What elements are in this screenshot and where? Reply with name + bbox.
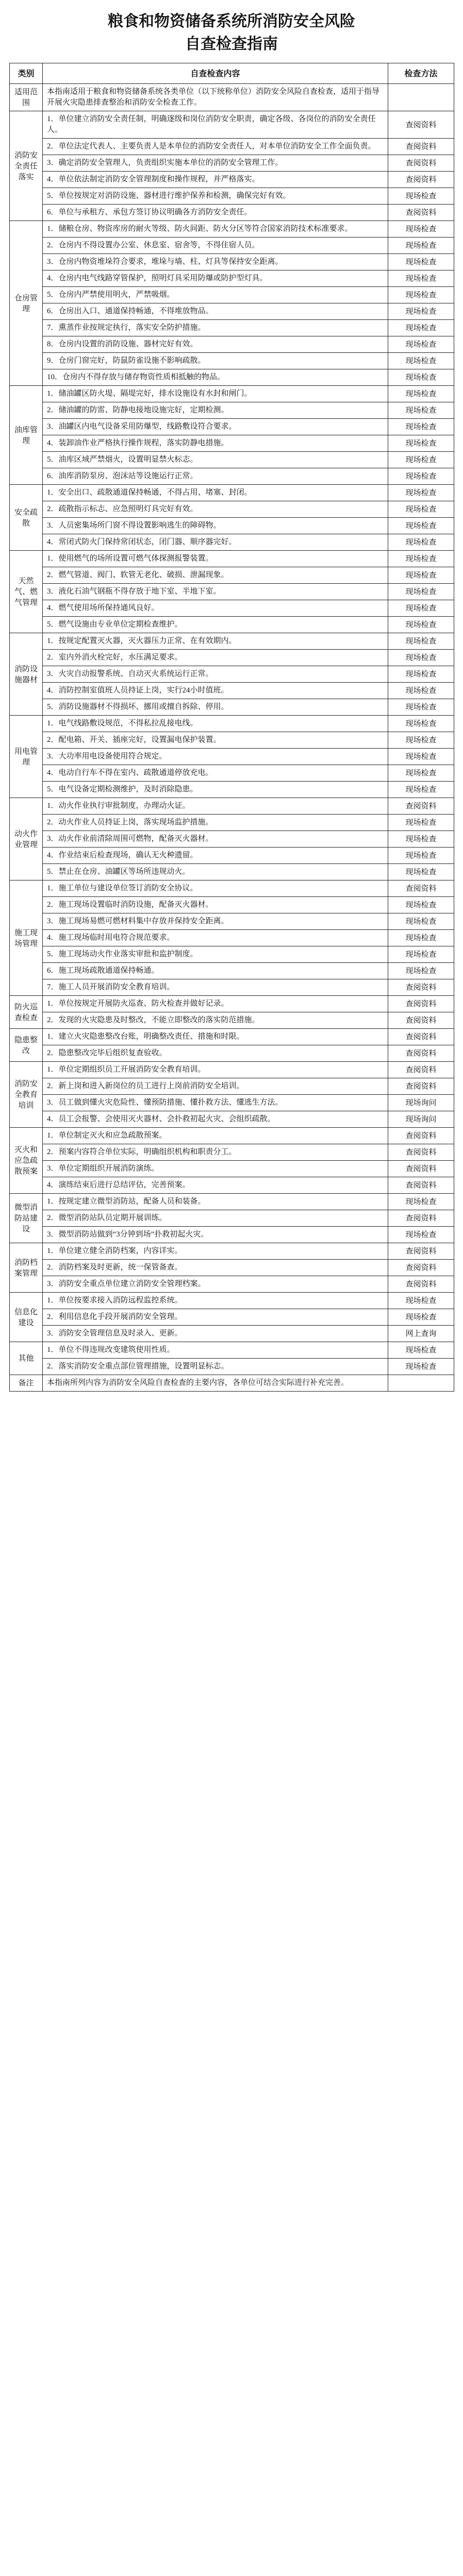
check-method-cell: 查阅资料 xyxy=(388,1260,454,1276)
check-item-cell: 4．作业结束后检查现场，确认无火种遗留。 xyxy=(43,848,388,864)
check-item-cell: 5．电气设备定期检测维护，及时消除隐患。 xyxy=(43,782,388,798)
check-item-cell: 3．单位定期组织开展消防演练。 xyxy=(43,1161,388,1177)
check-item-cell: 3．仓房内物资堆垛符合要求，堆垛与墙、柱、灯具等保持安全距离。 xyxy=(43,254,388,270)
table-row xyxy=(10,254,454,270)
check-method-cell: 查阅资料 xyxy=(388,155,454,172)
category-cell: 隐患整改 xyxy=(10,1029,43,1062)
check-item-cell: 2．单位法定代表人、主要负责人是本单位的消防安全责任人，对本单位消防安全工作全面负责。 xyxy=(43,139,388,155)
check-item-cell: 3．员工做到懂火灾危险性、懂预防措施、懂扑救方法、懂逃生方法。 xyxy=(43,1095,388,1111)
check-method-cell: 现场检查 xyxy=(388,468,454,485)
table-row xyxy=(10,452,454,468)
check-method-cell: 现场检查 xyxy=(388,831,454,848)
check-method-cell: 现场检查 xyxy=(388,1194,454,1210)
table-row xyxy=(10,880,454,897)
check-method-cell: 现场检查 xyxy=(388,353,454,369)
check-item-cell: 1．按规定建立微型消防站，配备人员和装备。 xyxy=(43,1194,388,1210)
table-row xyxy=(10,1260,454,1276)
table-row xyxy=(10,765,454,782)
check-method-cell: 现场检查 xyxy=(388,716,454,732)
table-row xyxy=(10,1375,454,1392)
table-row xyxy=(10,419,454,435)
check-method-cell: 现场检查 xyxy=(388,534,454,551)
check-method-cell: 查阅资料 xyxy=(388,996,454,1012)
table-row xyxy=(10,485,454,501)
category-cell: 天然气、燃气管理 xyxy=(10,551,43,633)
table-row xyxy=(10,1161,454,1177)
table-row xyxy=(10,221,454,238)
table-row xyxy=(10,913,454,930)
check-item-cell: 3．油罐区内电气设备采用防爆型，线路敷设符合要求。 xyxy=(43,419,388,435)
table-row xyxy=(10,1177,454,1194)
check-item-cell: 1．单位制定灭火和应急疏散预案。 xyxy=(43,1128,388,1144)
table-row xyxy=(10,996,454,1012)
table-row xyxy=(10,435,454,452)
check-method-cell: 现场检查 xyxy=(388,913,454,930)
check-item-cell: 4．施工现场临时用电符合规范要求。 xyxy=(43,930,388,946)
check-method-cell: 现场检查 xyxy=(388,1227,454,1243)
check-method-cell xyxy=(388,84,454,111)
category-cell: 备注 xyxy=(10,1375,43,1392)
table-row xyxy=(10,1309,454,1326)
check-method-cell: 现场检查 xyxy=(388,963,454,979)
check-method-cell: 现场检查 xyxy=(388,287,454,303)
check-item-cell: 4．常闭式防火门保持常闭状态，闭门器、顺序器完好。 xyxy=(43,534,388,551)
header-method: 检查方法 xyxy=(388,63,454,84)
check-method-cell: 现场检查 xyxy=(388,600,454,617)
table-row xyxy=(10,732,454,749)
check-method-cell: 现场检查 xyxy=(388,1342,454,1359)
table-row xyxy=(10,633,454,650)
category-cell: 动火作业管理 xyxy=(10,798,43,880)
table-row xyxy=(10,551,454,567)
check-item-cell: 4．燃气使用场所保持通风良好。 xyxy=(43,600,388,617)
check-method-cell: 现场检查 xyxy=(388,452,454,468)
category-cell: 施工现场管理 xyxy=(10,880,43,996)
table-row xyxy=(10,798,454,815)
check-item-cell: 2．室内外消火栓完好，水压满足要求。 xyxy=(43,650,388,666)
check-method-cell: 现场检查 xyxy=(388,336,454,353)
check-item-cell: 3．人员密集场所门窗不得设置影响逃生的障碍物。 xyxy=(43,518,388,534)
check-item-cell: 2．消防档案及时更新，统一保管备查。 xyxy=(43,1260,388,1276)
table-row xyxy=(10,716,454,732)
table-row xyxy=(10,287,454,303)
check-item-cell: 1．单位不得违规改变建筑使用性质。 xyxy=(43,1342,388,1359)
check-method-cell: 现场检查 xyxy=(388,254,454,270)
check-item-cell: 10．仓房内不得存放与储存物资性质相抵触的物品。 xyxy=(43,369,388,386)
check-item-cell: 2．燃气管道、阀门、软管无老化、破损、泄漏现象。 xyxy=(43,567,388,584)
check-method-cell: 现场检查 xyxy=(388,699,454,716)
table-body xyxy=(10,84,454,1392)
table-row xyxy=(10,749,454,765)
category-cell: 微型消防站建设 xyxy=(10,1194,43,1243)
check-method-cell xyxy=(388,1375,454,1392)
check-method-cell: 现场检查 xyxy=(388,303,454,320)
check-method-cell: 查阅资料 xyxy=(388,1078,454,1095)
check-method-cell: 现场检查 xyxy=(388,633,454,650)
check-item-cell: 4．装卸油作业严格执行操作规程，落实防静电措施。 xyxy=(43,435,388,452)
check-method-cell: 查阅资料 xyxy=(388,880,454,897)
title-line-1: 粮食和物资储备系统所消防安全风险 xyxy=(108,12,355,30)
table-row xyxy=(10,930,454,946)
table-row xyxy=(10,650,454,666)
table-row xyxy=(10,205,454,221)
table-row xyxy=(10,369,454,386)
check-method-cell: 现场检查 xyxy=(388,551,454,567)
table-row xyxy=(10,534,454,551)
check-item-cell: 5．燃气设施由专业单位定期检查维护。 xyxy=(43,617,388,633)
table-row xyxy=(10,1029,454,1045)
check-method-cell: 现场检查 xyxy=(388,402,454,419)
check-method-cell: 查阅资料 xyxy=(388,1177,454,1194)
category-cell: 消防设施器材 xyxy=(10,633,43,716)
check-item-cell: 2．新上岗和进入新岗位的员工进行上岗前消防安全培训。 xyxy=(43,1078,388,1095)
table-row xyxy=(10,831,454,848)
check-method-cell: 查阅资料 xyxy=(388,139,454,155)
table-row xyxy=(10,518,454,534)
check-item-cell: 2．动火作业人员持证上岗，落实现场监护措施。 xyxy=(43,815,388,831)
check-method-cell: 现场检查 xyxy=(388,188,454,205)
table-row xyxy=(10,897,454,913)
check-method-cell: 查阅资料 xyxy=(388,111,454,139)
check-item-cell: 2．隐患整改完毕后组织复查验收。 xyxy=(43,1045,388,1062)
check-method-cell: 现场检查 xyxy=(388,501,454,518)
table-row xyxy=(10,1243,454,1260)
check-item-cell: 5．消防设施器材不得损坏、挪用或擅自拆除、停用。 xyxy=(43,699,388,716)
table-row xyxy=(10,468,454,485)
table-row xyxy=(10,864,454,880)
category-cell: 信息化建设 xyxy=(10,1293,43,1342)
header-content: 自查检查内容 xyxy=(43,63,388,84)
check-item-cell: 1．单位按规定开展防火巡查、防火检查并做好记录。 xyxy=(43,996,388,1012)
check-item-cell: 3．液化石油气钢瓶不得存放于地下室、半地下室。 xyxy=(43,584,388,600)
table-row xyxy=(10,617,454,633)
check-item-cell: 2．仓房内不得设置办公室、休息室、宿舍等，不得住宿人员。 xyxy=(43,238,388,254)
table-row xyxy=(10,600,454,617)
check-method-cell: 现场检查 xyxy=(388,946,454,963)
check-item-cell: 1．安全出口、疏散通道保持畅通，不得占用、堵塞、封闭。 xyxy=(43,485,388,501)
category-cell: 灭火和应急疏散预案 xyxy=(10,1128,43,1194)
check-method-cell: 查阅资料 xyxy=(388,1144,454,1161)
category-cell: 适用范围 xyxy=(10,84,43,111)
table-row xyxy=(10,1128,454,1144)
table-row xyxy=(10,386,454,402)
table-row xyxy=(10,567,454,584)
category-cell: 油库管理 xyxy=(10,386,43,485)
check-item-cell: 1．储粮仓房、物资库房的耐火等级、防火间距、防火分区等符合国家消防技术标准要求。 xyxy=(43,221,388,238)
check-item-cell: 本指南所列内容为消防安全风险自查检查的主要内容，各单位可结合实际进行补充完善。 xyxy=(43,1375,388,1392)
check-item-cell: 3．动火作业前清除周围可燃物，配备灭火器材。 xyxy=(43,831,388,848)
table-row xyxy=(10,963,454,979)
check-method-cell: 现场检查 xyxy=(388,815,454,831)
check-item-cell: 1．动火作业执行审批制度，办理动火证。 xyxy=(43,798,388,815)
table-row xyxy=(10,1293,454,1309)
check-method-cell: 现场检查 xyxy=(388,270,454,287)
category-cell: 用电管理 xyxy=(10,716,43,798)
check-item-cell: 4．单位依法制定消防安全管理制度和操作规程，并严格落实。 xyxy=(43,172,388,188)
table-row xyxy=(10,1326,454,1342)
check-method-cell: 现场检查 xyxy=(388,1359,454,1375)
check-method-cell: 查阅资料 xyxy=(388,798,454,815)
check-item-cell: 4．消防控制室值班人员持证上岗，实行24小时值班。 xyxy=(43,683,388,699)
check-method-cell: 现场检查 xyxy=(388,897,454,913)
table-row xyxy=(10,699,454,716)
check-item-cell: 3．火灾自动报警系统、自动灭火系统运行正常。 xyxy=(43,666,388,683)
check-method-cell: 现场检查 xyxy=(388,221,454,238)
table-row xyxy=(10,683,454,699)
category-cell: 消防安全教育培训 xyxy=(10,1062,43,1128)
check-item-cell: 2．发现的火灾隐患及时整改，不能立即整改的落实防范措施。 xyxy=(43,1012,388,1029)
table-row xyxy=(10,1062,454,1078)
check-method-cell: 查阅资料 xyxy=(388,1276,454,1293)
table-row xyxy=(10,979,454,996)
check-item-cell: 1．施工单位与建设单位签订消防安全协议。 xyxy=(43,880,388,897)
header-category: 类别 xyxy=(10,63,43,84)
table-row xyxy=(10,501,454,518)
check-method-cell: 查阅资料 xyxy=(388,172,454,188)
check-method-cell: 查阅资料 xyxy=(388,1243,454,1260)
check-method-cell: 查阅资料 xyxy=(388,205,454,221)
check-method-cell: 现场询问 xyxy=(388,1095,454,1111)
check-method-cell: 查阅资料 xyxy=(388,1012,454,1029)
check-method-cell: 现场检查 xyxy=(388,320,454,336)
table-row xyxy=(10,815,454,831)
check-item-cell: 1．使用燃气的场所设置可燃气体探测报警装置。 xyxy=(43,551,388,567)
check-item-cell: 2．预案内容符合单位实际，明确组织机构和职责分工。 xyxy=(43,1144,388,1161)
check-item-cell: 6．仓房出入口、通道保持畅通，不得堆放物品。 xyxy=(43,303,388,320)
check-method-cell: 现场询问 xyxy=(388,1111,454,1128)
check-method-cell: 查阅资料 xyxy=(388,1128,454,1144)
table-row xyxy=(10,336,454,353)
check-item-cell: 3．消防安全重点单位建立消防安全管理档案。 xyxy=(43,1276,388,1293)
check-method-cell: 查阅资料 xyxy=(388,979,454,996)
check-item-cell: 7．熏蒸作业按规定执行，落实安全防护措施。 xyxy=(43,320,388,336)
check-item-cell: 3．大功率用电设备使用符合规定。 xyxy=(43,749,388,765)
check-method-cell: 查阅资料 xyxy=(388,1029,454,1045)
check-item-cell: 6．单位与承租方、承包方签订协议明确各方消防安全责任。 xyxy=(43,205,388,221)
table-row xyxy=(10,238,454,254)
table-row xyxy=(10,353,454,369)
table-row xyxy=(10,172,454,188)
check-method-cell: 现场检查 xyxy=(388,485,454,501)
table-row xyxy=(10,270,454,287)
check-item-cell: 4．演练结束后进行总结评估，完善预案。 xyxy=(43,1177,388,1194)
check-method-cell: 查阅资料 xyxy=(388,1161,454,1177)
category-cell: 消防档案管理 xyxy=(10,1243,43,1293)
check-method-cell: 现场检查 xyxy=(388,238,454,254)
check-item-cell: 2．疏散指示标志、应急照明灯具完好有效。 xyxy=(43,501,388,518)
table-row xyxy=(10,584,454,600)
check-item-cell: 2．利用信息化手段开展消防安全管理。 xyxy=(43,1309,388,1326)
table-row xyxy=(10,84,454,111)
check-item-cell: 1．单位定期组织员工开展消防安全教育培训。 xyxy=(43,1062,388,1078)
check-method-cell: 现场检查 xyxy=(388,518,454,534)
check-item-cell: 3．消防安全管理信息及时录入、更新。 xyxy=(43,1326,388,1342)
table-row xyxy=(10,1095,454,1111)
table-row xyxy=(10,155,454,172)
table-row xyxy=(10,666,454,683)
table-row xyxy=(10,1342,454,1359)
table-row xyxy=(10,1012,454,1029)
check-method-cell: 现场检查 xyxy=(388,435,454,452)
check-item-cell: 2．配电箱、开关、插座完好，设置漏电保护装置。 xyxy=(43,732,388,749)
check-item-cell: 6．施工现场疏散通道保持畅通。 xyxy=(43,963,388,979)
check-item-cell: 7．施工人员开展消防安全教育培训。 xyxy=(43,979,388,996)
check-item-cell: 4．仓房内电气线路穿管保护，照明灯具采用防爆或防护型灯具。 xyxy=(43,270,388,287)
check-method-cell: 网上查询 xyxy=(388,1326,454,1342)
check-item-cell: 3．施工现场易燃可燃材料集中存放并保持安全距离。 xyxy=(43,913,388,930)
check-method-cell: 现场检查 xyxy=(388,683,454,699)
table-row xyxy=(10,303,454,320)
check-method-cell: 现场检查 xyxy=(388,386,454,402)
check-item-cell: 3．微型消防站做到“3分钟到场”扑救初起火灾。 xyxy=(43,1227,388,1243)
check-item-cell: 4．电动自行车不得在室内、疏散通道停放充电。 xyxy=(43,765,388,782)
check-item-cell: 5．单位按规定对消防设施、器材进行维护保养和检测，确保完好有效。 xyxy=(43,188,388,205)
table-row xyxy=(10,188,454,205)
check-method-cell: 现场检查 xyxy=(388,765,454,782)
check-item-cell: 1．建立火灾隐患整改台账，明确整改责任、措施和时限。 xyxy=(43,1029,388,1045)
table-row xyxy=(10,139,454,155)
check-method-cell: 现场检查 xyxy=(388,666,454,683)
check-method-cell: 查阅资料 xyxy=(388,1062,454,1078)
check-method-cell: 现场检查 xyxy=(388,782,454,798)
check-method-cell: 现场检查 xyxy=(388,650,454,666)
check-method-cell: 现场检查 xyxy=(388,930,454,946)
check-item-cell: 1．单位建立健全消防档案，内容详实。 xyxy=(43,1243,388,1260)
check-item-cell: 2．落实消防安全重点部位管理措施，设置明显标志。 xyxy=(43,1359,388,1375)
check-method-cell: 现场检查 xyxy=(388,369,454,386)
check-item-cell: 1．储油罐区防火堤、隔堤完好，排水设施设有水封和闸门。 xyxy=(43,386,388,402)
table-row xyxy=(10,1227,454,1243)
table-row xyxy=(10,848,454,864)
checklist-table xyxy=(9,63,454,1392)
check-item-cell: 1．电气线路敷设规范，不得私拉乱接电线。 xyxy=(43,716,388,732)
check-method-cell: 现场检查 xyxy=(388,1293,454,1309)
table-row xyxy=(10,1144,454,1161)
check-method-cell: 现场检查 xyxy=(388,848,454,864)
category-cell: 防火巡查检查 xyxy=(10,996,43,1029)
check-method-cell: 查阅资料 xyxy=(388,1045,454,1062)
table-row xyxy=(10,1111,454,1128)
check-item-cell: 2．施工现场设置临时消防设施，配备灭火器材。 xyxy=(43,897,388,913)
check-item-cell: 8．仓房内设置的消防设施、器材完好有效。 xyxy=(43,336,388,353)
category-cell: 仓房管理 xyxy=(10,221,43,386)
category-cell: 安全疏散 xyxy=(10,485,43,551)
check-method-cell: 现场检查 xyxy=(388,584,454,600)
check-item-cell: 1．单位建立消防安全责任制，明确逐级和岗位消防安全职责，确定各级、各岗位的消防安全责任人。 xyxy=(43,111,388,139)
check-method-cell: 现场检查 xyxy=(388,732,454,749)
title-line-2: 自查检查指南 xyxy=(185,35,278,53)
check-method-cell: 现场检查 xyxy=(388,1309,454,1326)
table-row xyxy=(10,1045,454,1062)
category-cell: 消防安全责任落实 xyxy=(10,111,43,221)
check-item-cell: 3．确定消防安全管理人，负责组织实施本单位的消防安全管理工作。 xyxy=(43,155,388,172)
check-item-cell: 9．仓房门窗完好，防鼠防雀设施不影响疏散。 xyxy=(43,353,388,369)
table-row xyxy=(10,782,454,798)
page-title xyxy=(9,10,454,56)
table-row xyxy=(10,320,454,336)
check-method-cell: 现场检查 xyxy=(388,567,454,584)
check-method-cell: 查阅资料 xyxy=(388,1210,454,1227)
table-row xyxy=(10,402,454,419)
check-method-cell: 现场检查 xyxy=(388,749,454,765)
check-item-cell: 1．单位按要求接入消防远程监控系统。 xyxy=(43,1293,388,1309)
check-item-cell: 2．储油罐的防雷、防静电接地设施完好，定期检测。 xyxy=(43,402,388,419)
check-method-cell: 现场检查 xyxy=(388,864,454,880)
table-row xyxy=(10,1194,454,1210)
table-row xyxy=(10,946,454,963)
table-row xyxy=(10,1210,454,1227)
table-row xyxy=(10,111,454,139)
check-method-cell: 现场检查 xyxy=(388,419,454,435)
check-item-cell: 6．油库消防泵房、泡沫站等设施运行正常。 xyxy=(43,468,388,485)
check-item-cell: 5．油库区域严禁烟火，设置明显禁火标志。 xyxy=(43,452,388,468)
check-item-cell: 1．按规定配置灭火器，灭火器压力正常、在有效期内。 xyxy=(43,633,388,650)
check-item-cell: 2．微型消防站队员定期开展训练。 xyxy=(43,1210,388,1227)
check-item-cell: 4．员工会报警、会使用灭火器材、会扑救初起火灾、会组织疏散。 xyxy=(43,1111,388,1128)
category-cell: 其他 xyxy=(10,1342,43,1375)
header-row xyxy=(10,63,454,84)
table-row xyxy=(10,1276,454,1293)
table-row xyxy=(10,1359,454,1375)
check-item-cell: 5．禁止在仓房、油罐区等场所违规动火。 xyxy=(43,864,388,880)
check-method-cell: 现场检查 xyxy=(388,617,454,633)
table-row xyxy=(10,1078,454,1095)
check-item-cell: 5．仓房内严禁使用明火，严禁吸烟。 xyxy=(43,287,388,303)
check-item-cell: 5．施工现场动火作业落实审批和监护制度。 xyxy=(43,946,388,963)
check-item-cell: 本指南适用于粮食和物资储备系统各类单位（以下统称单位）消防安全风险自查检查，适用于指导开展火灾隐患排查整治和消防安全检查工作。 xyxy=(43,84,388,111)
